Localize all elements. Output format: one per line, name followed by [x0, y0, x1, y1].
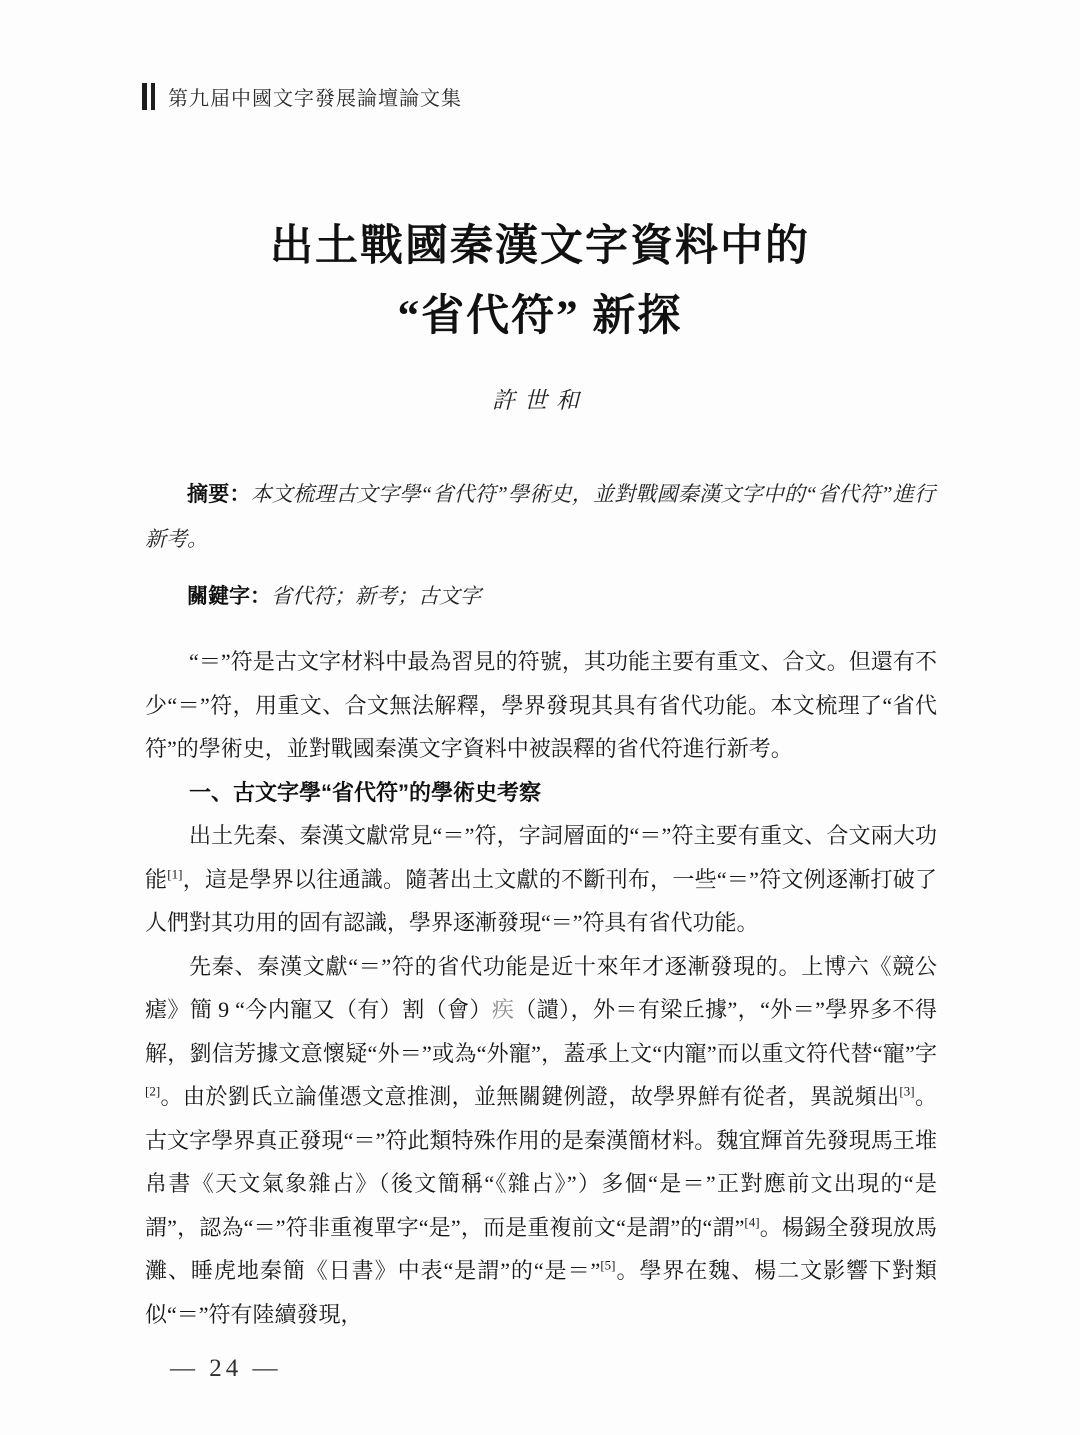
section-heading-1: 一、古文字學“省代符”的學術史考察: [189, 779, 542, 805]
paragraph-3-text: 。楊錫全發現放馬灘、睡虎地秦簡《日書》中表“是謂”的“是＝”: [145, 1214, 937, 1283]
body-text: [145, 640, 937, 1336]
paragraph-2-text: 出土先秦、秦漢文獻常見“＝”符，字詞層面的“＝”符主要有重文、合文兩大功能: [145, 823, 937, 892]
paper-title-line1: 出土戰國秦漢文字資料中的: [270, 223, 810, 270]
paragraph-2: [145, 814, 937, 945]
paragraph-3-text: 。學界在魏、楊二文影響下對類似“＝”符有陸續發現，: [145, 1258, 937, 1327]
footnote-ref-2: [2]: [145, 1083, 161, 1099]
footnote-ref-3: [3]: [899, 1083, 915, 1099]
paragraph-3-text: 先秦、秦漢文獻“＝”符的省代功能是近十來年才逐漸發現的。上博六《競公瘧》簡 9 “今内寵又（有）割（會）: [145, 953, 937, 1022]
running-header: [142, 82, 462, 111]
front-matter: [145, 472, 935, 619]
paragraph-2-text: ，這是學界以往通識。隨著出土文獻的不斷刊布，一些“＝”符文例逐漸打破了人們對其功用的固有認識，學界逐漸發現“＝”符具有省代功能。: [145, 866, 937, 935]
paper-title: [0, 212, 1080, 352]
footnote-ref-4: [4]: [744, 1214, 760, 1230]
paragraph-1: “＝”符是古文字材料中最為習見的符號，其功能主要有重文、合文。但還有不少“＝”符，用重文、合文無法解釋，學界發現其具有省代功能。本文梳理了“省代符”的學術史，並對戰國秦漢文字資料中被誤釋的省代符進行新考。: [145, 649, 937, 761]
paragraph-3-text: 。由於劉氏立論僅憑文意推測，並無關鍵例證，故學界鮮有從者，異説頻出: [160, 1084, 900, 1109]
paragraph-3-text: （讉），外＝有梁丘據”，“外＝”學界多不得解，劉信芳據文意懷疑“外＝”或為“外寵”，蓋承上文“内寵”而以重文符代替“寵”字: [145, 997, 937, 1066]
collection-title: 第九届中國文字發展論壇論文集: [168, 88, 462, 110]
footnote-ref-1: [1]: [167, 866, 183, 882]
footnote-ref-5: [5]: [600, 1257, 616, 1273]
author-name: 許世和: [492, 388, 588, 413]
double-bar-icon: [142, 83, 155, 110]
abstract-label: 摘要：: [187, 483, 251, 506]
paragraph-3-text: 。古文字學界真正發現“＝”符此類特殊作用的是秦漢簡材料。魏宜輝首先發現馬王堆帛書《天文氣象雜占》（後文簡稱“《雜占》”）多個“是＝”正對應前文出現的“是謂”，認為“＝”符非重複單字“是”，而是重複前文“是謂”的“謂”: [145, 1084, 937, 1240]
abstract-paragraph: [145, 472, 935, 562]
bar-glyph: [151, 83, 155, 110]
paragraph-3: [145, 945, 937, 1337]
paper-title-line2: “省代符” 新探: [397, 293, 683, 340]
keywords-label: 關鍵字：: [187, 585, 271, 608]
keywords-text: 省代符；新考；古文字: [271, 584, 481, 608]
keywords-paragraph: [145, 574, 935, 619]
abstract-text: 本文梳理古文字學“省代符”學術史，並對戰國秦漢文字中的“省代符”進行新考。: [145, 482, 936, 551]
page-number: — 24 —: [170, 1355, 282, 1382]
bar-glyph: [142, 83, 147, 110]
special-glyph-char: 疾: [491, 997, 515, 1022]
